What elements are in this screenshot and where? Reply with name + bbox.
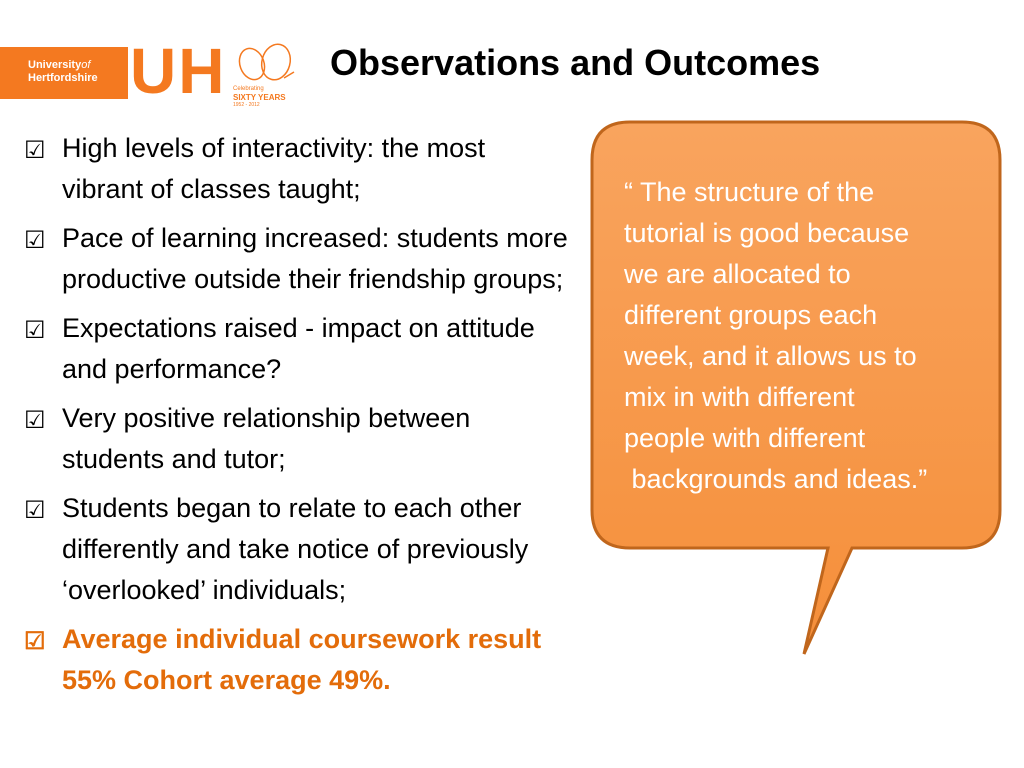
anniversary-years: 1952 - 2012: [233, 102, 260, 108]
uh-logo-letters: UH: [130, 35, 227, 107]
university-logo-text: [28, 59, 128, 85]
list-item-text: Very positive relationship between students and tutor;: [62, 403, 471, 474]
checkbox-icon: ☑: [24, 227, 46, 254]
list-item: [22, 218, 572, 300]
logo-line1-b: of: [81, 59, 91, 71]
checkbox-icon: ☑: [24, 497, 46, 524]
logo-line1-a: University: [28, 59, 82, 71]
list-item: [22, 488, 572, 611]
anniversary-title: SIXTY YEARS: [233, 93, 286, 102]
checkbox-icon: ☑: [24, 407, 46, 434]
list-item: [22, 308, 572, 390]
student-quote: “ The structure of the tutorial is good because we are allocated to different groups each week, and it allows us to mix in with different people with different backgrounds and ideas.”: [624, 177, 928, 494]
outcomes-list: [22, 128, 572, 709]
list-item-text: High levels of interactivity: the most vibrant of classes taught;: [62, 133, 486, 204]
list-item-text: Pace of learning increased: students more productive outside their friendship groups;: [62, 223, 568, 294]
list-item: [22, 128, 572, 210]
checkbox-icon: ☑: [24, 628, 46, 655]
anniversary-label: Celebrating: [233, 86, 264, 92]
checkbox-icon: ☑: [24, 317, 46, 344]
list-item-highlight: [22, 619, 572, 701]
list-item-text: Students began to relate to each other differently and take notice of previously ‘overlooked’ individuals;: [62, 493, 529, 605]
list-item: [22, 398, 572, 480]
list-item-text: Expectations raised - impact on attitude and performance?: [62, 313, 535, 384]
slide-title: Observations and Outcomes: [330, 42, 821, 83]
list-item-text: Average individual coursework result 55% Cohort average 49%.: [62, 624, 542, 695]
logo-line2: Hertfordshire: [28, 72, 98, 84]
checkbox-icon: ☑: [24, 137, 46, 164]
